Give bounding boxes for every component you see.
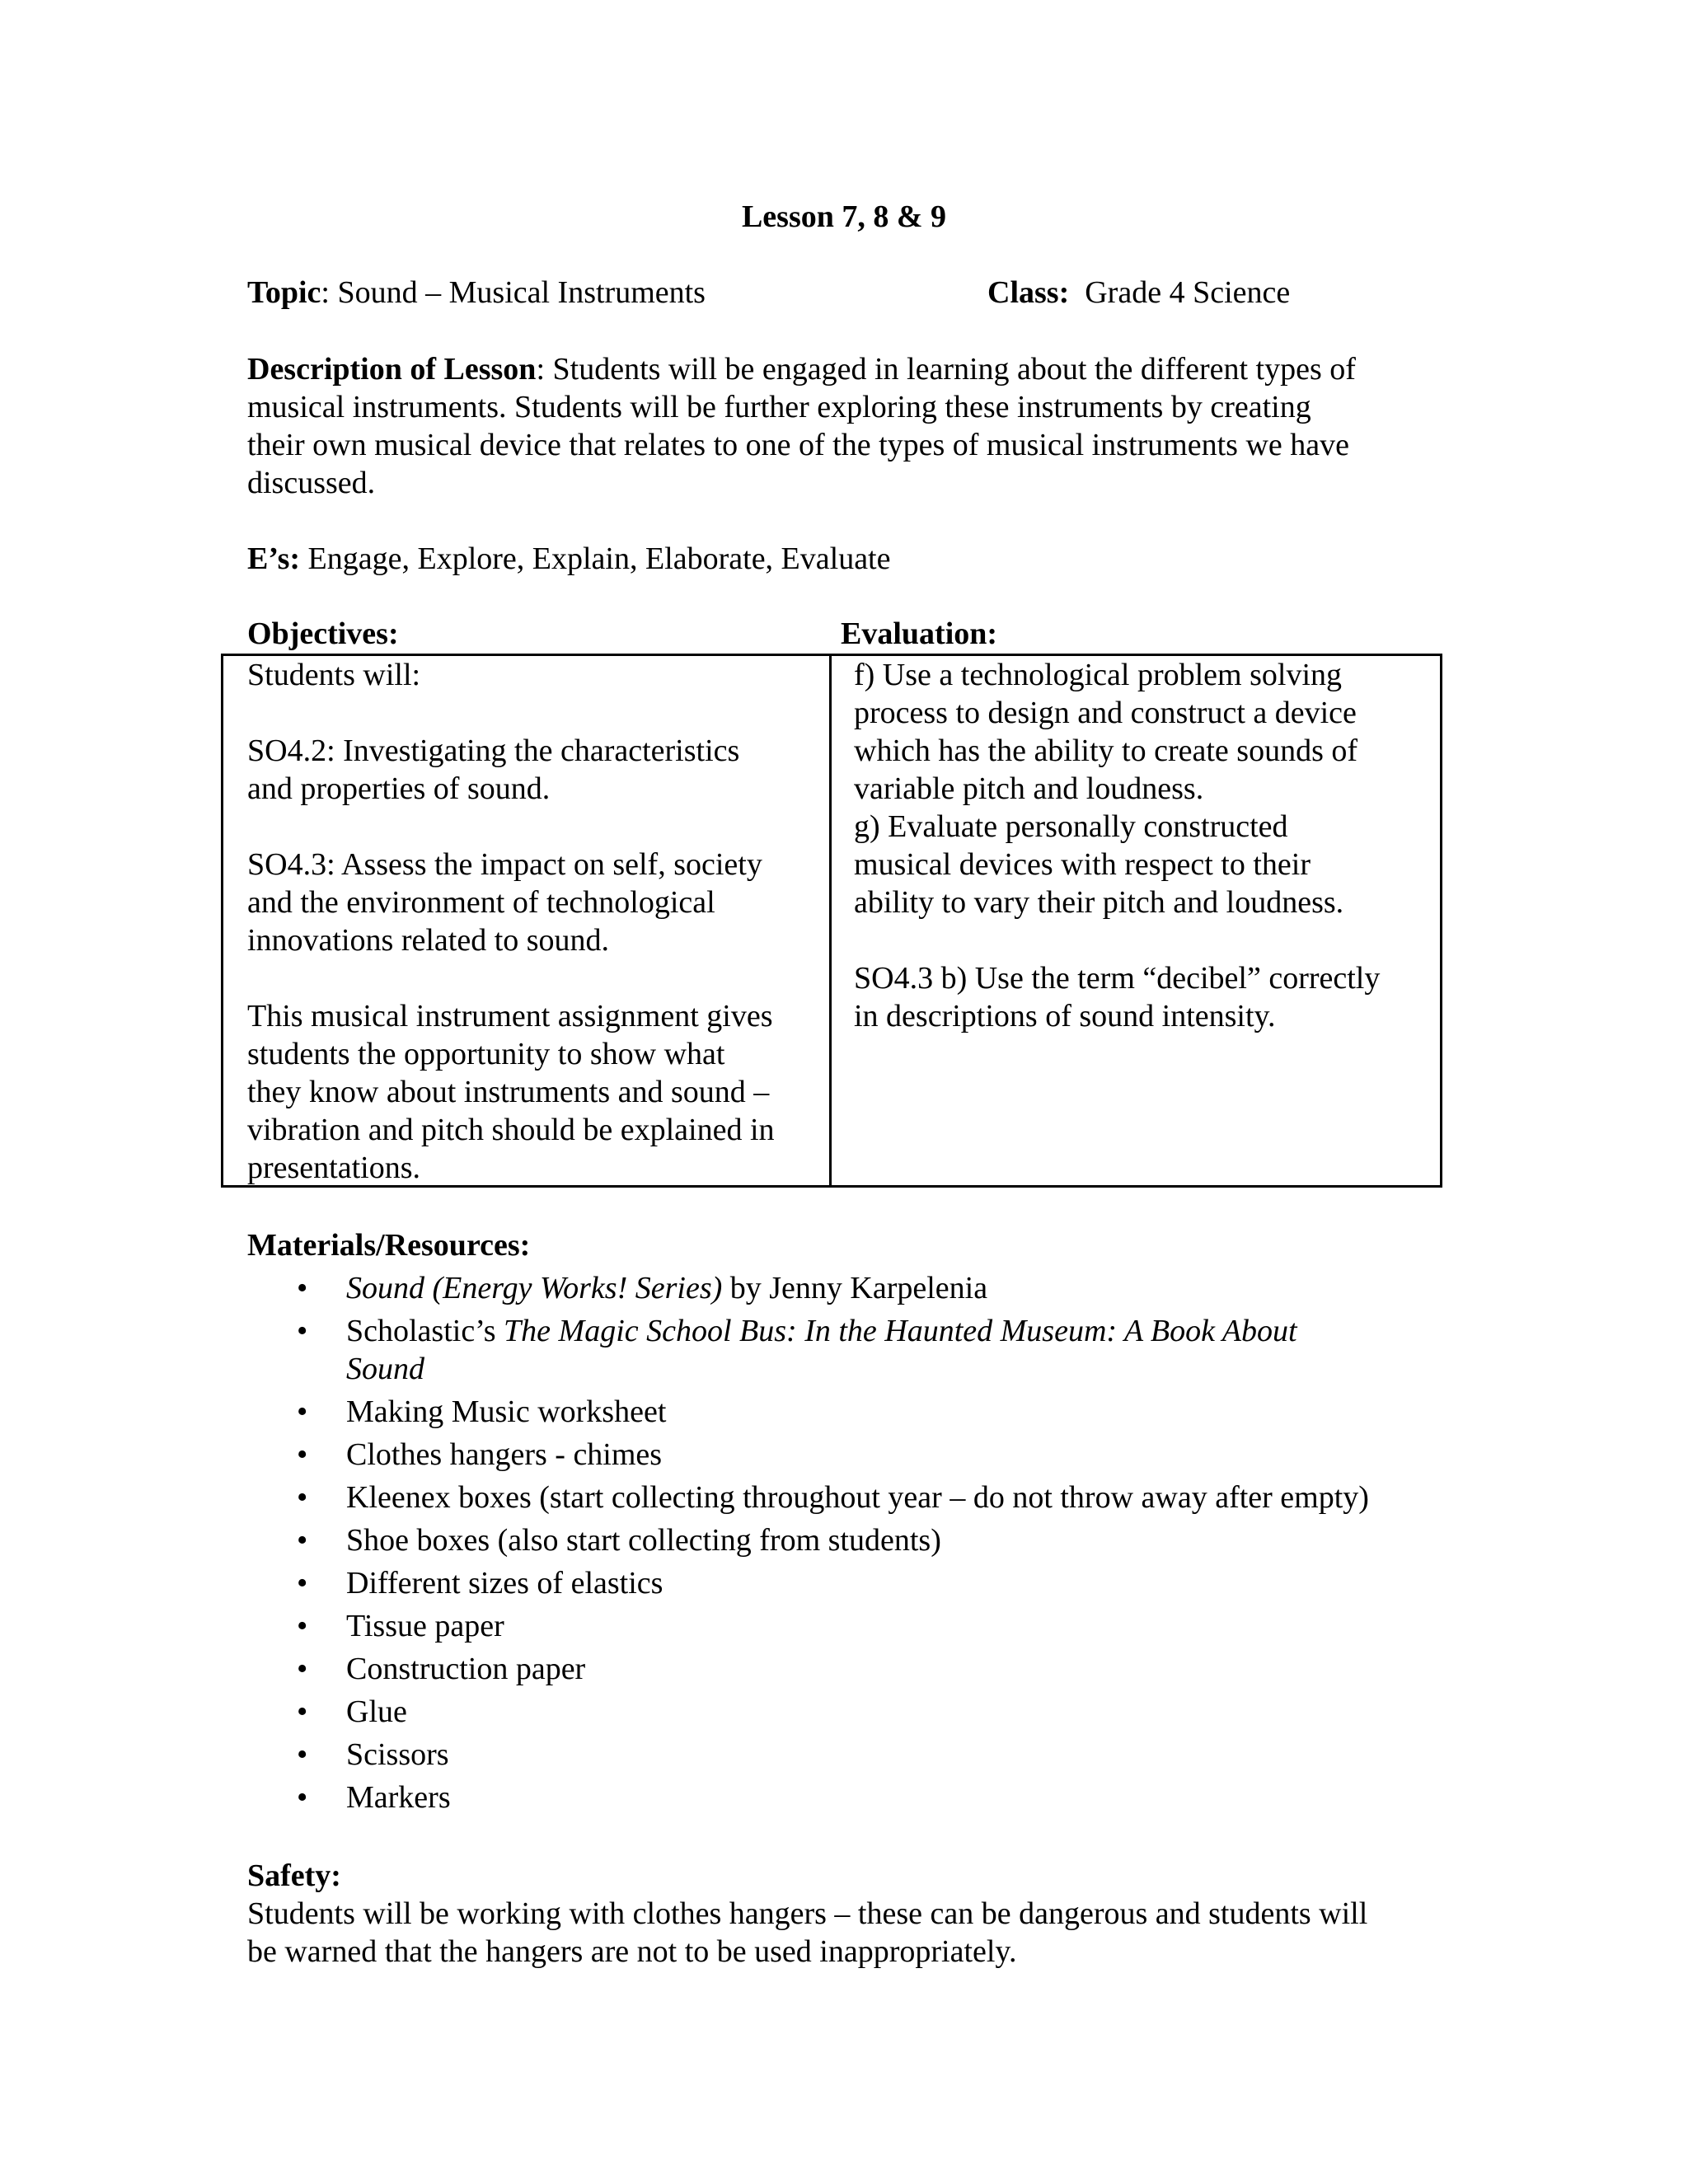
es-value: Engage, Explore, Explain, Elaborate, Evaluate bbox=[307, 541, 891, 576]
bullet-icon: • bbox=[297, 1437, 308, 1472]
assignment-line: This musical instrument assignment gives bbox=[247, 999, 773, 1033]
eval-f-line: variable pitch and loudness. bbox=[854, 771, 1204, 806]
eval-g-line: g) Evaluate personally constructed bbox=[854, 809, 1288, 844]
list-item bbox=[247, 1564, 1467, 1602]
lesson-description bbox=[247, 350, 1442, 502]
material-item: Different sizes of elastics bbox=[346, 1566, 663, 1601]
list-item bbox=[247, 1607, 1467, 1645]
safety-line: Students will be working with clothes hangers – these can be dangerous and students will bbox=[247, 1896, 1368, 1931]
bullet-icon: • bbox=[297, 1394, 308, 1429]
list-item bbox=[247, 1269, 1467, 1307]
es-line bbox=[247, 540, 890, 578]
material-item: Kleenex boxes (start collecting throughout year – do not throw away after empty) bbox=[346, 1480, 1369, 1515]
list-item bbox=[247, 1436, 1467, 1474]
eval-f-line: which has the ability to create sounds of bbox=[854, 733, 1358, 768]
bullet-icon: • bbox=[297, 1566, 308, 1601]
materials-list bbox=[247, 1269, 1467, 1821]
material-item: Scissors bbox=[346, 1737, 449, 1772]
material-item: Clothes hangers - chimes bbox=[346, 1437, 663, 1472]
material-item: Making Music worksheet bbox=[346, 1394, 667, 1429]
table-divider bbox=[829, 656, 832, 1185]
material-item: Shoe boxes (also start collecting from students) bbox=[346, 1523, 941, 1558]
list-item bbox=[247, 1650, 1467, 1688]
description-line: : Students will be engaged in learning about the different types of bbox=[536, 352, 1356, 387]
material-item: Glue bbox=[346, 1694, 407, 1729]
bullet-icon: • bbox=[297, 1694, 308, 1729]
class-line bbox=[987, 274, 1290, 312]
list-item bbox=[247, 1779, 1467, 1816]
material-item: Tissue paper bbox=[346, 1609, 504, 1643]
objectives-cell bbox=[247, 656, 824, 1187]
list-item bbox=[247, 1521, 1467, 1559]
list-item bbox=[247, 1736, 1467, 1774]
eval-f-line: process to design and construct a device bbox=[854, 696, 1357, 730]
objectives-evaluation-table bbox=[221, 654, 1442, 1188]
bullet-icon: • bbox=[297, 1652, 308, 1686]
description-line: musical instruments. Students will be further exploring these instruments by creating bbox=[247, 390, 1311, 424]
bullet-icon: • bbox=[297, 1314, 308, 1348]
objectives-heading: Objectives: bbox=[247, 616, 399, 651]
evaluation-heading: Evaluation: bbox=[841, 616, 998, 651]
objectives-intro: Students will: bbox=[247, 658, 421, 692]
book-title: The Magic School Bus: In the Haunted Museum: A Book About bbox=[504, 1314, 1297, 1348]
eval-so43b-line: SO4.3 b) Use the term “decibel” correctly bbox=[854, 961, 1381, 996]
assignment-line: students the opportunity to show what bbox=[247, 1037, 725, 1071]
description-line: discussed. bbox=[247, 466, 376, 500]
so42-line: SO4.2: Investigating the characteristics bbox=[247, 733, 740, 768]
eval-g-line: ability to vary their pitch and loudness. bbox=[854, 885, 1344, 920]
assignment-line: vibration and pitch should be explained in bbox=[247, 1113, 775, 1147]
book-author: by Jenny Karpelenia bbox=[722, 1271, 988, 1305]
eval-so43b-line: in descriptions of sound intensity. bbox=[854, 999, 1276, 1033]
description-label: Description of Lesson bbox=[247, 352, 537, 387]
list-item bbox=[247, 1479, 1467, 1516]
materials-heading: Materials/Resources: bbox=[247, 1228, 531, 1263]
so42-line: and properties of sound. bbox=[247, 771, 551, 806]
bullet-icon: • bbox=[297, 1737, 308, 1772]
list-item bbox=[247, 1393, 1467, 1431]
bullet-icon: • bbox=[297, 1480, 308, 1515]
book-title-continued: Sound bbox=[346, 1352, 424, 1386]
page-title: Lesson 7, 8 & 9 bbox=[741, 199, 947, 234]
material-item: Markers bbox=[346, 1780, 451, 1815]
evaluation-cell bbox=[854, 656, 1431, 1035]
book-publisher: Scholastic’s bbox=[346, 1314, 504, 1348]
assignment-line: presentations. bbox=[247, 1151, 421, 1185]
bullet-icon: • bbox=[297, 1609, 308, 1643]
eval-f-line: f) Use a technological problem solving bbox=[854, 658, 1343, 692]
so43-line: and the environment of technological bbox=[247, 885, 715, 920]
so43-line: SO4.3: Assess the impact on self, society bbox=[247, 847, 762, 882]
bullet-icon: • bbox=[297, 1780, 308, 1815]
list-item bbox=[247, 1312, 1467, 1388]
safety-heading: Safety: bbox=[247, 1858, 341, 1893]
safety-line: be warned that the hangers are not to be used inappropriately. bbox=[247, 1934, 1017, 1969]
class-value: Grade 4 Science bbox=[1085, 275, 1291, 310]
material-item: Construction paper bbox=[346, 1652, 586, 1686]
assignment-line: they know about instruments and sound – bbox=[247, 1075, 770, 1109]
bullet-icon: • bbox=[297, 1271, 308, 1305]
es-label: E’s: bbox=[247, 541, 301, 576]
topic-label: Topic bbox=[247, 275, 321, 310]
eval-g-line: musical devices with respect to their bbox=[854, 847, 1311, 882]
description-line: their own musical device that relates to one of the types of musical instruments we have bbox=[247, 428, 1349, 462]
topic-value: : Sound – Musical Instruments bbox=[321, 275, 706, 310]
class-label: Class: bbox=[987, 275, 1070, 310]
bullet-icon: • bbox=[297, 1523, 308, 1558]
safety-section bbox=[247, 1857, 1467, 1971]
topic-line bbox=[247, 274, 706, 312]
so43-line: innovations related to sound. bbox=[247, 923, 610, 958]
book-title: Sound (Energy Works! Series) bbox=[346, 1271, 723, 1305]
list-item bbox=[247, 1693, 1467, 1731]
